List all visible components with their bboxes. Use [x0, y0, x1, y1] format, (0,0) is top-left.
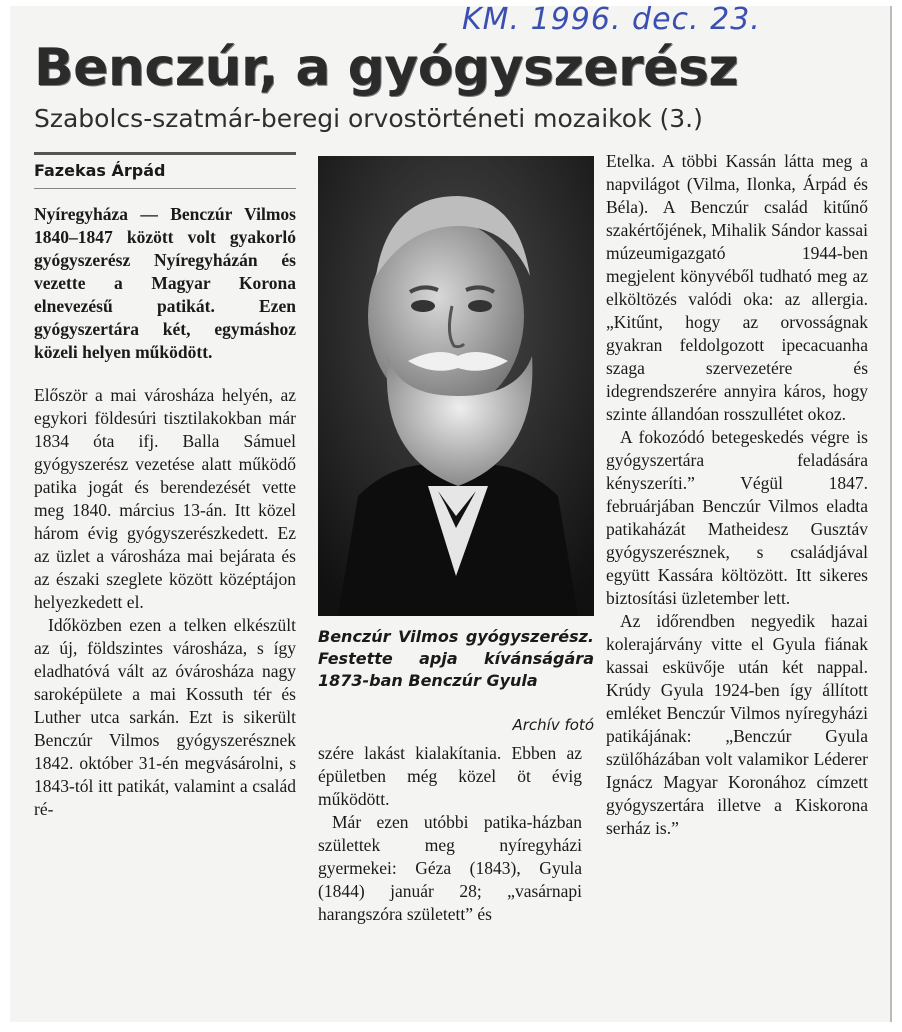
photo-credit: Archív fotó	[512, 716, 594, 734]
portrait-photo	[318, 156, 594, 616]
column-1-paragraph-2: Időközben ezen a telken elkészült az új, földszintes városháza, s így eladhatóvá vált az óvárosháza nagy saroképülete a mai Kossuth tér és Luther utca sarkán. Ezt is sikerült Benczúr Vilmos gyógyszerésznek 1842. október 31-én megvásárolni, s 1843-tól itt patikát, valamint a család ré-	[34, 615, 296, 819]
column-3-paragraph-2: A fokozódó betegeskedés végre is gyógyszertára feladására kényszeríti.” Végül 1847. februárjában Benczúr Vilmos eladta patikaházát Matheidesz Gusztáv gyógyszerésznek, s családjával együtt Kassára költözött. Itt sikeres biztosítási üzletember lett.	[606, 427, 868, 608]
photo-caption: Benczúr Vilmos gyógyszerész. Festette apja kívánságára 1873-ban Benczúr Gyula	[318, 627, 594, 690]
column-2-paragraph-1: szére lakást kialakítania. Ebben az épületben még közel öt évig működött.	[318, 743, 582, 809]
portrait-illustration	[318, 156, 594, 616]
scan-edge-line	[890, 6, 892, 1022]
article-subheadline: Szabolcs-szatmár-beregi orvostörténeti mozaikok (3.)	[34, 104, 703, 133]
byline: Fazekas Árpád	[34, 161, 166, 180]
column-2-paragraph-2: Már ezen utóbbi patika-házban születtek meg nyíregyházi gyermekei: Géza (1843), Gyula (1844) január 28; „vasárnapi harangszóra született” és	[318, 812, 582, 924]
article-headline: Benczúr, a gyógyszerész	[34, 38, 739, 98]
column-3-paragraph-3: Az időrendben negyedik hazai kolerajárvány vitte el Gyula fiának kassai esküvője után két nappal. Krúdy Gyula 1924-ben így állított emléket Benczúr Vilmos nyíregyházi patikájának: „Benczúr Gyula szülőházában volt valamikor Léderer Ignácz Magyar Koronához címzett gyógyszertára illetve a Kiskorona serház is.”	[606, 611, 868, 838]
byline-divider	[34, 188, 296, 189]
byline-rule	[34, 152, 296, 155]
column-3-paragraph-1: Etelka. A többi Kassán látta meg a napvilágot (Vilma, Ilonka, Árpád és Béla). A Benczúr család kitűnő szakértőjének, Mihalik Sándor kassai múzeumigazgató 1944-ben megjelent könyvéből tudható meg az elköltözés valódi oka: az allergia. „Kitűnt, hogy az orvosságnak gyakran feldolgozott ipecacuanha szaga szervezetére és idegrendszerére annyira káros, hogy szinte állandóan rosszullétet okoz.	[606, 151, 868, 424]
column-3	[606, 150, 868, 840]
handwritten-date-note: KM. 1996. dec. 23.	[462, 2, 761, 37]
lead-paragraph: Nyíregyháza — Benczúr Vilmos 1840–1847 között volt gyakorló gyógyszerész Nyíregyházán és vezette a Magyar Korona elnevezésű patikát. Ezen gyógyszertára két, egymáshoz közeli helyen működött.	[34, 204, 296, 362]
column-1	[34, 152, 296, 821]
column-1-paragraph-1: Először a mai városháza helyén, az egykori földesúri tisztilakokban már 1834 óta ifj. Balla Sámuel gyógyszerész vezetése alatt működő patika jogát és berendezését vette meg 1840. március 13-án. Itt közel három évig gyógyszerészkedett. Ez az üzlet a városháza mai bejárata és az északi szeglete között középtájon helyezkedett el.	[34, 385, 296, 612]
column-2	[318, 742, 582, 926]
